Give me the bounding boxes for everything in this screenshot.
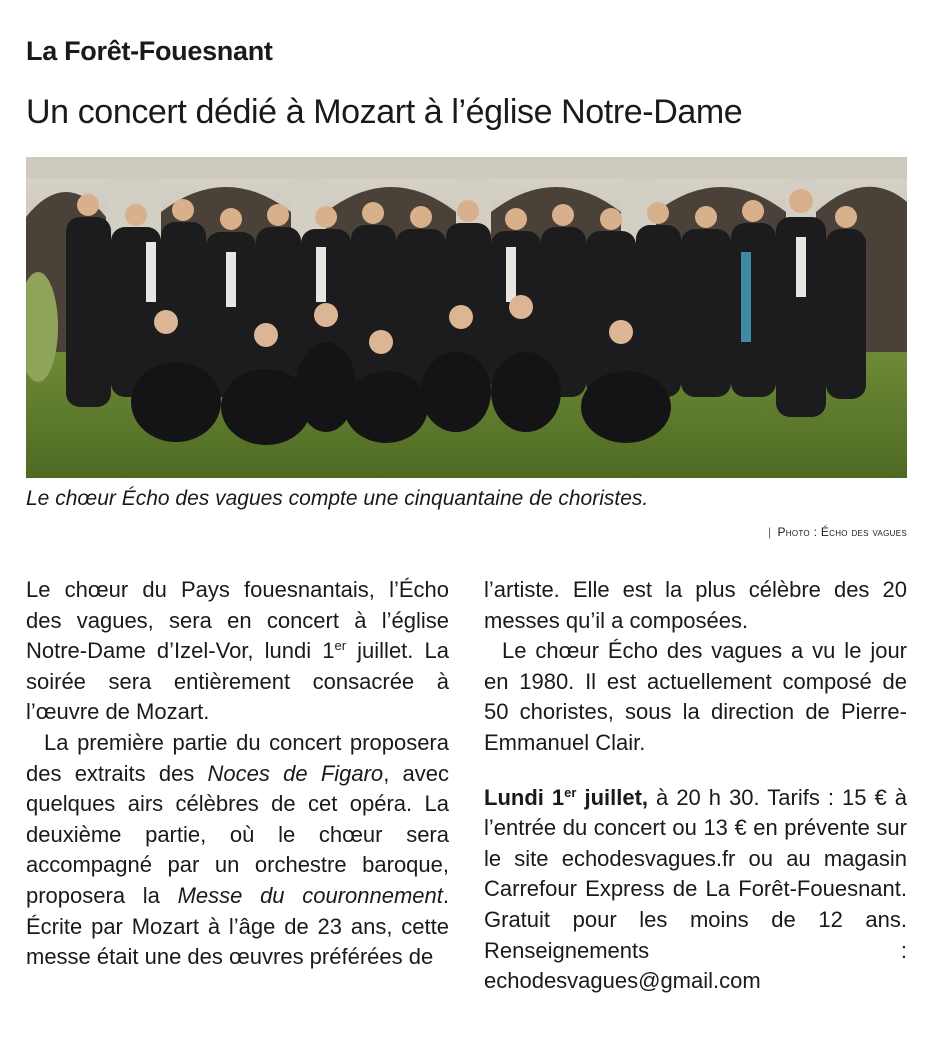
photo-credit (768, 525, 907, 539)
paragraph-2 (26, 728, 449, 973)
choir-photo (26, 157, 907, 478)
credit-text: Photo : Écho des vagues (777, 525, 907, 539)
photo-caption: Le chœur Écho des vagues compte une cinquantaine de choristes. (26, 487, 649, 510)
info-date-bold (484, 785, 648, 810)
paragraph-1 (26, 575, 449, 728)
info-text: à 20 h 30. Tarifs : 15 € à l’entrée du concert ou 13 € en prévente sur le site echodesvagues.fr ou au magasin Carrefour Express de La Forêt-Fouesnant. Gratuit pour les moins de 12 ans. Renseignements : echodesvagues@gmail.com (484, 784, 907, 994)
p1-text-a: Le chœur du Pays fouesnantais, l’Écho des vagues, sera en concert à l’église Notre-Dame d’Izel-Vor, lundi 1 (26, 577, 449, 664)
paragraph-4: Le chœur Écho des vagues a vu le jour en 1980. Il est actuellement composé de 50 choristes, sous la direction de Pierre-Emmanuel Clair. (484, 638, 907, 755)
practical-info (484, 783, 907, 997)
p1-superscript: er (334, 638, 347, 654)
location-kicker: La Forêt-Fouesnant (26, 36, 273, 66)
info-date-superscript: er (564, 784, 577, 800)
p2-text-b: , avec quelques airs célèbres de cet opéra. La deuxième partie, où le chœur sera accompagné par un orchestre baroque, proposera la (26, 760, 449, 908)
p1-text-b: juillet. La soirée sera entièrement consacrée à l’œuvre de Mozart. (26, 638, 449, 725)
info-date-b: juillet, (576, 784, 649, 810)
paragraph-3: l’artiste. Elle est la plus célèbre des 20 messes qu’il a composées. (484, 577, 907, 633)
article-headline: Un concert dédié à Mozart à l’église Notre-Dame (26, 93, 743, 131)
p2-italic-title-2: Messe du couronnement (177, 882, 443, 908)
article-column-right (484, 575, 907, 997)
paragraph-gap (484, 759, 907, 783)
p2-text-a: La première partie du concert proposera des extraits des (26, 729, 449, 786)
info-date-a: Lundi 1 (484, 784, 565, 810)
article-column-left (26, 575, 449, 973)
p2-italic-title-1: Noces de Figaro (207, 760, 384, 786)
credit-separator: | (768, 525, 772, 539)
p2-text-c: . Écrite par Mozart à l’âge de 23 ans, cette messe était une des œuvres préférées de (26, 882, 449, 970)
